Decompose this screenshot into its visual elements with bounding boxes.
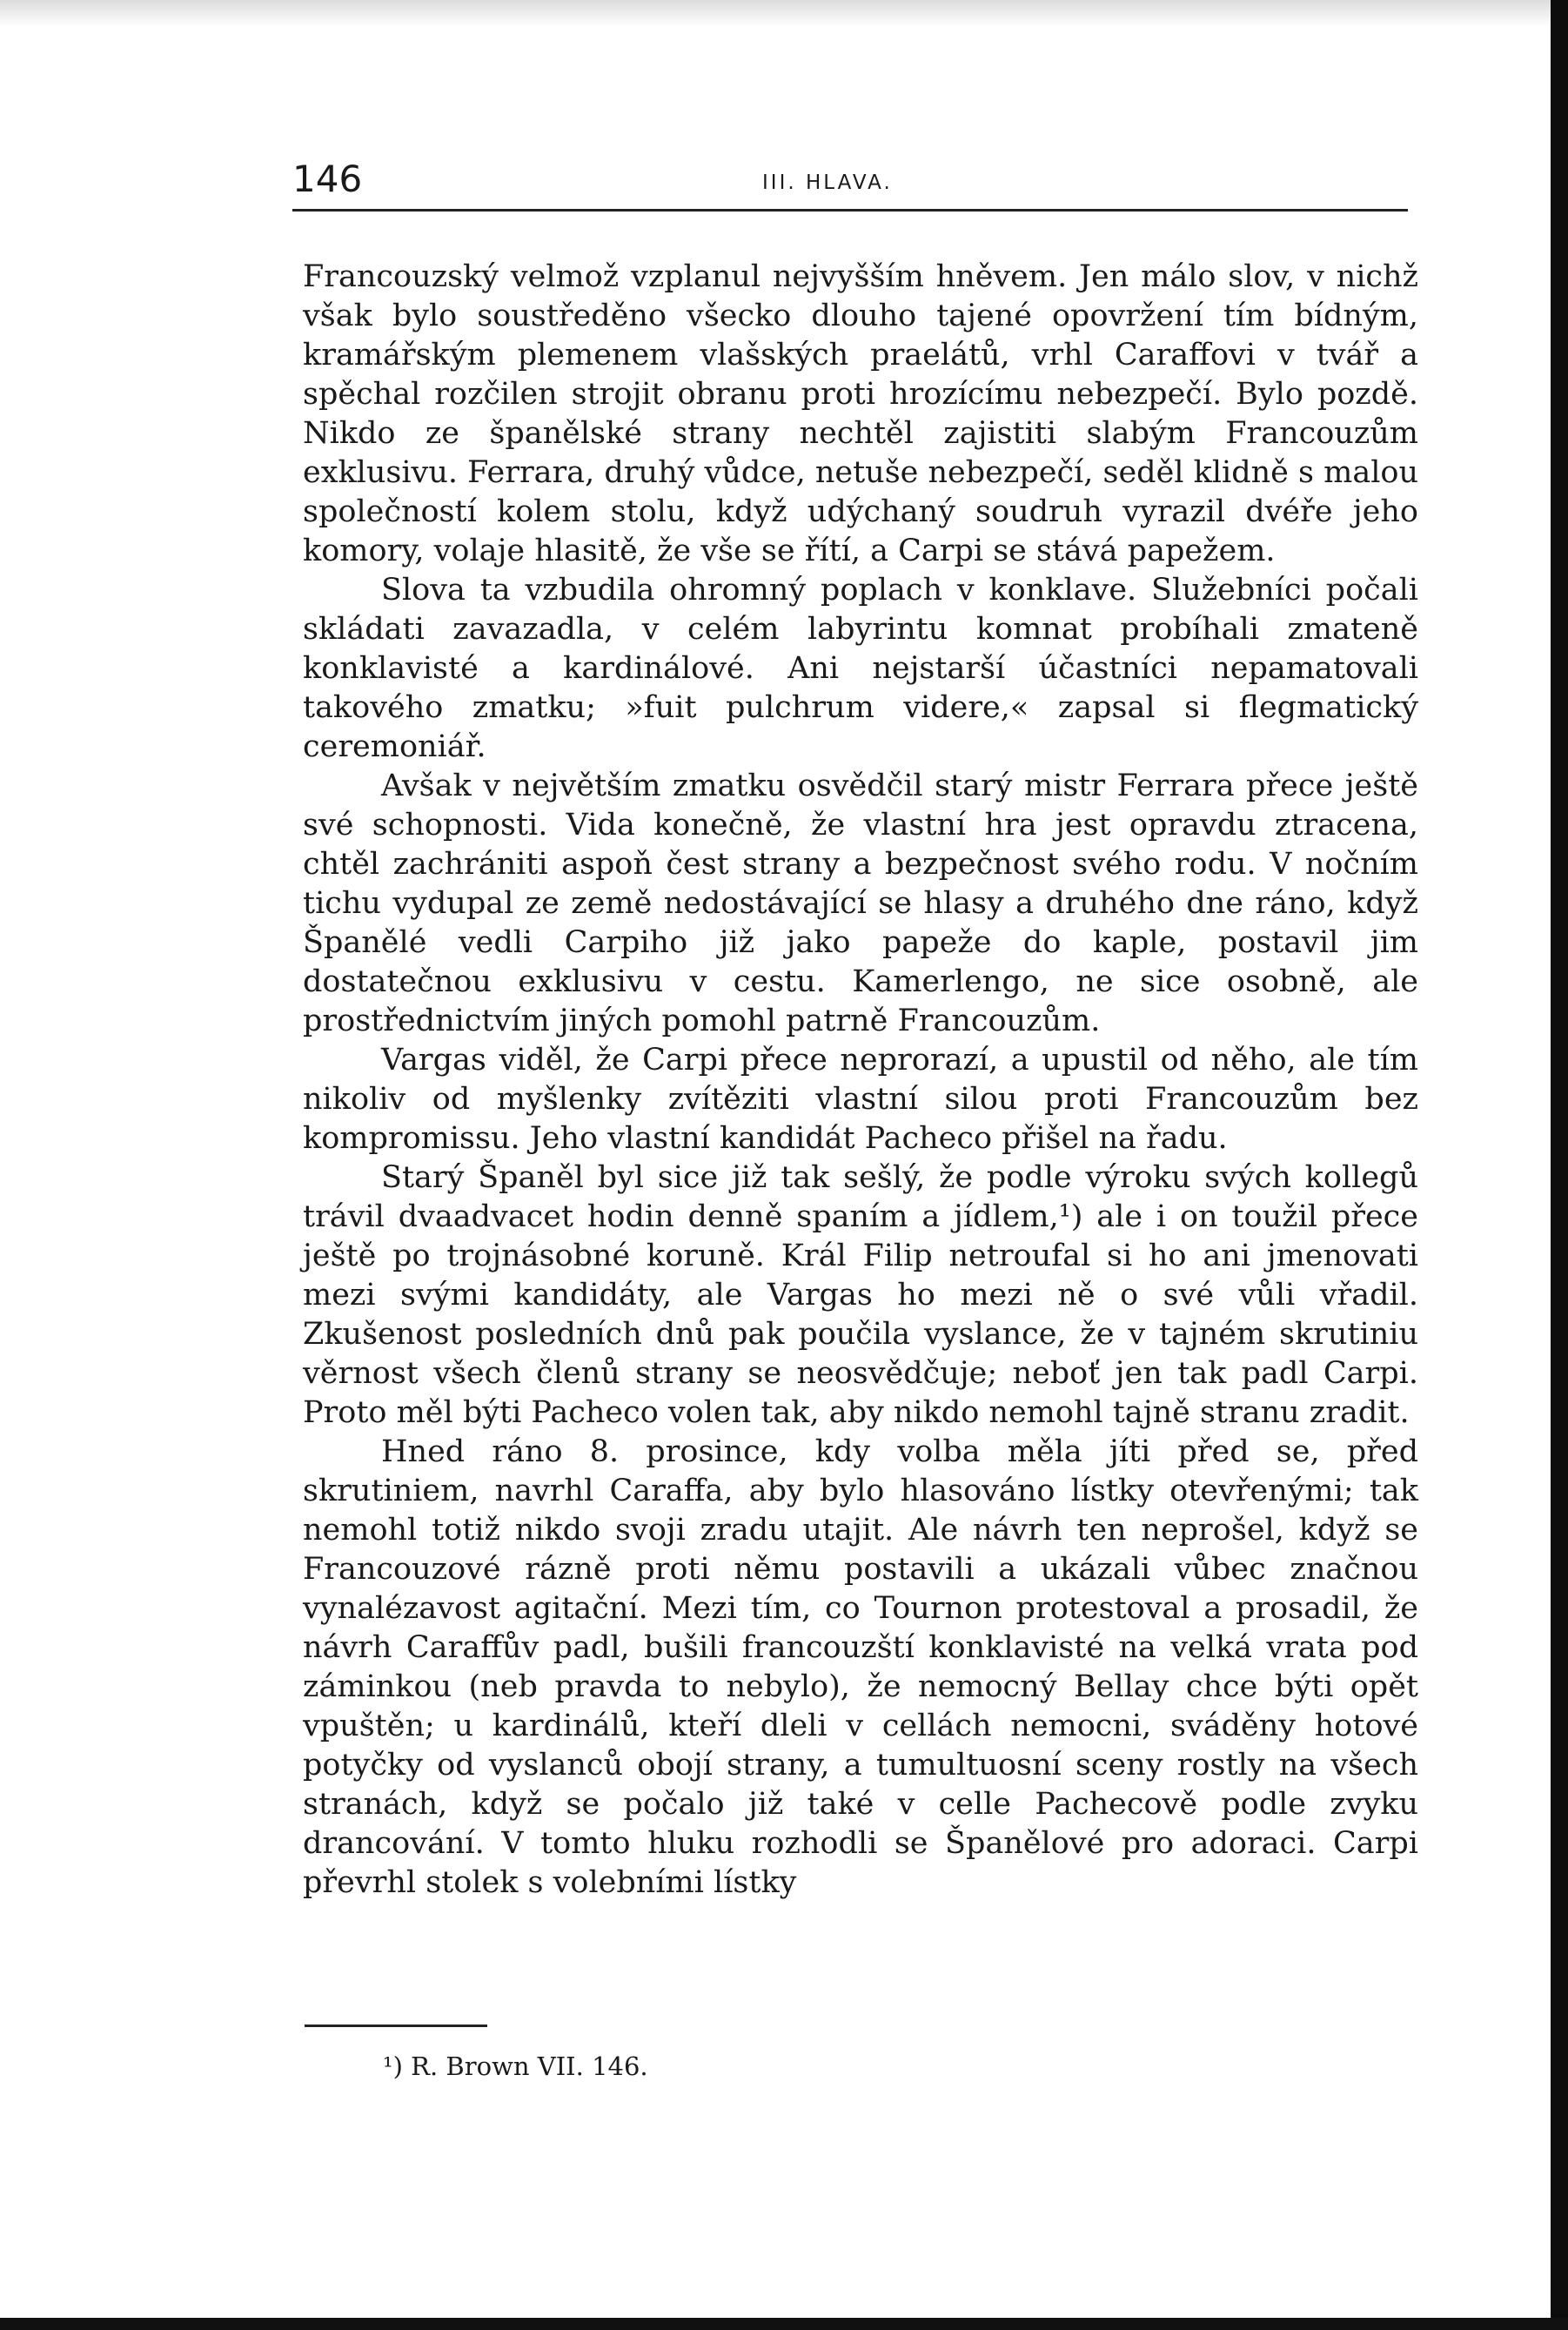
footnote-rule <box>305 2024 487 2027</box>
header-rule <box>292 209 1408 212</box>
chapter-title: III. HLAVA. <box>762 171 893 194</box>
page-number: 146 <box>292 158 363 200</box>
paragraph-continuation: Francouzský velmož vzplanul nejvyšším hněvem. Jen málo slov, v nichž však bylo soustředěno všecko dlouho tajené opovržení tím bídným, kramářským plemenem vlašských praelátů, vrhl Caraffovi v tvář a spěchal rozčilen strojit obranu proti hrozícímu nebezpečí. Bylo pozdě. Nikdo ze španělské strany nechtěl zajistiti slabým Francouzům exklusivu. Ferrara, druhý vůdce, netuše nebezpečí, seděl klidně s malou společností kolem stolu, když udýchaný soudruh vyrazil dvéře jeho komory, volaje hlasitě, že vše se řítí, a Carpi se stává papežem. <box>303 259 1418 568</box>
paragraph: Avšak v největším zmatku osvědčil starý mistr Ferrara přece ještě své schopnosti. Vida konečně, že vlastní hra jest opravdu ztracena, chtěl zachrániti aspoň čest strany a bezpečnost svého rodu. V nočním tichu vydupal ze země nedostávající se hlasy a druhého dne ráno, když Španělé vedli Carpiho již jako papeže do kaple, postavil jim dostatečnou exklusivu v cestu. Kamerlengo, ne sice osobně, ale prostřednictvím jiných pomohl patrně Francouzům. <box>303 769 1418 1038</box>
paragraph: Slova ta vzbudila ohromný poplach v konklave. Služebníci počali skládati zavazadla, v celém labyrintu komnat probíhali zmateně konklavisté a kardinálové. Ani nejstarší účastníci nepamatovali takového zmatku; »fuit pulchrum videre,« zapsal si flegmatický ceremoniář. <box>303 573 1418 764</box>
paragraph: Starý Španěl byl sice již tak sešlý, že podle výroku svých kollegů trávil dvaadvacet hodin denně spaním a jídlem,¹) ale i on toužil přece ještě po trojnásobné koruně. Král Filip netroufal si ho ani jmenovati mezi svými kandidáty, ale Vargas ho mezi ně o své vůli vřadil. Zkušenost posledních dnů pak poučila vyslance, že v tajném skrutiniu věrnost všech členů strany se neosvědčuje; neboť jen tak padl Carpi. Proto měl býti Pacheco volen tak, aby nikdo nemohl tajně stranu zradit. <box>303 1160 1418 1430</box>
paragraph: Hned ráno 8. prosince, kdy volba měla jíti před se, před skrutiniem, navrhl Caraffa, aby bylo hlasováno lístky otevřenými; tak nemohl totiž nikdo svoji zradu utajit. Ale návrh ten neprošel, když se Francouzové rázně proti němu postavili a ukázali vůbec značnou vynalézavost agitační. Mezi tím, co Tournon protestoval a prosadil, že návrh Caraffův padl, bušili francouzští konklavisté na velká vrata pod záminkou (neb pravda to nebylo), že nemocný Bellay chce býti opět vpuštěn; u kardinálů, kteří dleli v cellách nemocni, sváděny hotové potyčky od vyslanců obojí strany, a tumultuosní sceny rostly na všech stranách, když se počalo již také v celle Pachecově podle zvyku drancování. V tomto hluku rozhodli se Španělové pro adoraci. Carpi převrhl stolek s volebními lístky <box>303 1434 1418 1900</box>
footnote: ¹) R. Brown VII. 146. <box>383 2051 648 2081</box>
scan-border-bottom <box>0 2318 1568 2330</box>
paragraph: Vargas viděl, že Carpi přece neprorazí, a upustil od něho, ale tím nikoliv od myšlenky zvítěziti vlastní silou proti Francouzům bez kompromissu. Jeho vlastní kandidát Pacheco přišel na řadu. <box>303 1043 1418 1156</box>
scan-border-right <box>1551 0 1568 2330</box>
body-text <box>303 258 1418 1903</box>
running-header <box>292 157 1408 209</box>
